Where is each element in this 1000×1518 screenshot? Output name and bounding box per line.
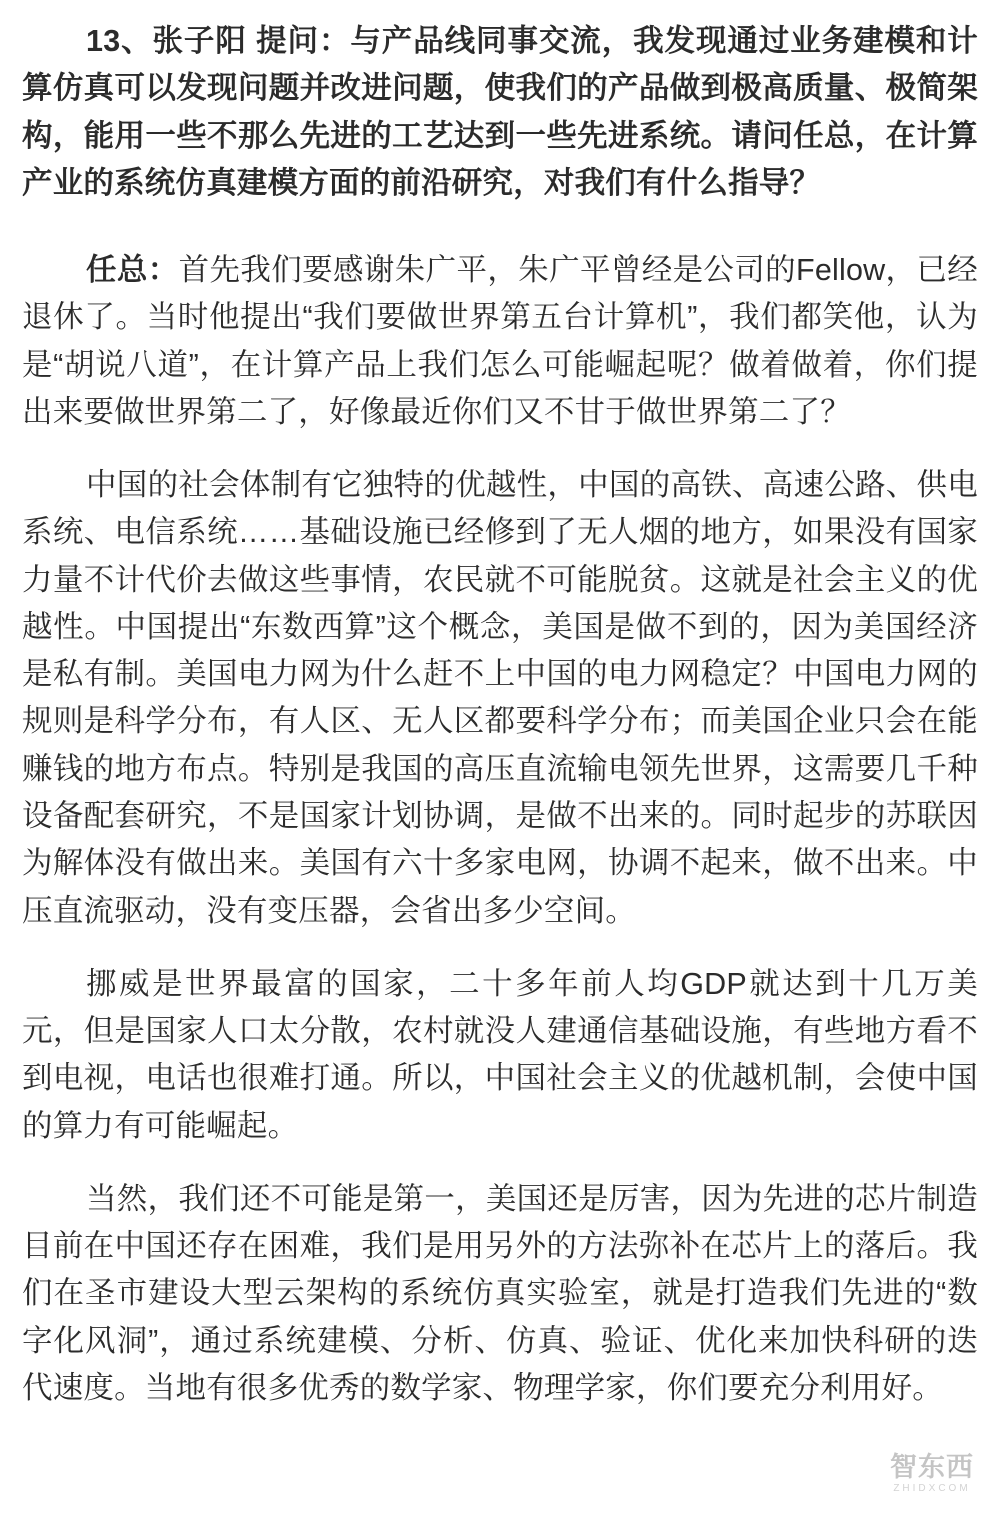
question-text: 与产品线同事交流，我发现通过业务建模和计算仿真可以发现问题并改进问题，使我们的产品做到极高质量、极简架构，能用一些不那么先进的工艺达到一些先进系统。请问任总，在计算产业的系统仿真建模方面的前沿研究，对我们有什么指导？: [22, 24, 978, 200]
answer-paragraph-3: 挪威是世界最富的国家，二十多年前人均GDP就达到十几万美元，但是国家人口太分散，农村就没人建通信基础设施，有些地方看不到电视，电话也很难打通。所以，中国社会主义的优越机制，会使中国的算力有可能崛起。: [22, 966, 978, 1143]
question-paragraph: [22, 18, 978, 207]
speaker-label: 任总：: [86, 253, 179, 288]
answer-paragraph-2: 中国的社会体制有它独特的优越性，中国的高铁、高速公路、供电系统、电信系统……基础设施已经修到了无人烟的地方，如果没有国家力量不计代价去做这些事情，农民就不可能脱贫。这就是社会主义的优越性。中国提出“东数西算”这个概念，美国是做不到的，因为美国经济是私有制。美国电力网为什么赶不上中国的电力网稳定？中国电力网的规则是科学分布，有人区、无人区都要科学分布；而美国企业只会在能赚钱的地方布点。特别是我国的高压直流输电领先世界，这需要几千种设备配套研究，不是国家计划协调，是做不出来的。同时起步的苏联因为解体没有做出来。美国有六十多家电网，协调不起来，做不出来。中压直流驱动，没有变压器，会省出多少空间。: [22, 468, 978, 928]
watermark-main-text: 智东西: [890, 1451, 974, 1482]
answer-text-1: 首先我们要感谢朱广平，朱广平曾经是公司的Fellow，已经退休了。当时他提出“我们要做世界第五台计算机”，我们都笑他，认为是“胡说八道”，在计算产品上我们怎么可能崛起呢？做着做着，你们提出来要做世界第二了，好像最近你们又不甘于做世界第二了？: [22, 253, 978, 429]
watermark: [890, 1453, 974, 1494]
answer-paragraph-1: [22, 247, 978, 436]
answer-paragraph-4: 当然，我们还不可能是第一，美国还是厉害，因为先进的芯片制造目前在中国还存在困难，我们是用另外的方法弥补在芯片上的落后。我们在圣市建设大型云架构的系统仿真实验室，就是打造我们先进的“数字化风洞”，通过系统建模、分析、仿真、验证、优化来加快科研的迭代速度。当地有很多优秀的数学家、物理学家，你们要充分利用好。: [22, 1181, 978, 1405]
question-number-asker: 13、张子阳 提问：: [86, 24, 351, 58]
watermark-sub-text: ZHIDXCOM: [893, 1483, 971, 1494]
